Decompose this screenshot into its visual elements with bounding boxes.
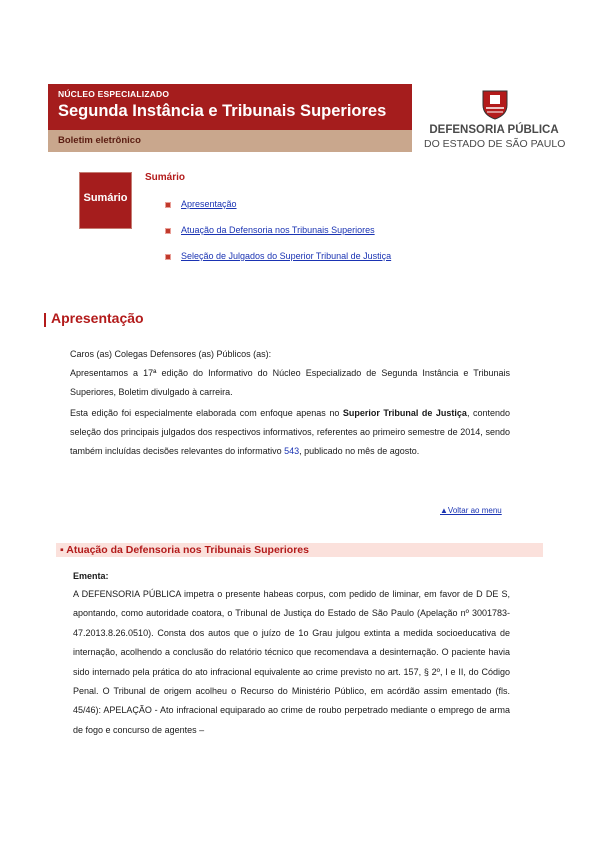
toc-link-atuacao[interactable]: Atuação da Defensoria nos Tribunais Superiores bbox=[181, 225, 375, 235]
banner-subtitle: Boletim eletrônico bbox=[48, 130, 412, 152]
summary-badge bbox=[79, 172, 132, 229]
toc-item-apresentacao[interactable] bbox=[165, 199, 237, 209]
ementa-text: A DEFENSORIA PÚBLICA impetra o presente habeas corpus, com pedido de liminar, em favor de D DE S, apontando, como autoridade coatora, o Tribunal de Justiça do Estado de São Paulo (Apelação nº 3001783-47.2013.8.26.0510). Consta dos autos que o juízo de 1o Grau julgou extinta a medida socioeducativa de internação, acolhendo a conclusão do relatório técnico que recomendava a desinternação. O paciente havia sido internado pela prática do ato infracional equivalente ao crime previsto no art. 157, § 2º, I e II, do Código Penal. O Tribunal de origem acolheu o Recurso do Ministério Público, em acórdão assim ementado (fls. 45/46): APELAÇÃO - Ato infracional equiparado ao crime de roubo perpetrado mediante o emprego de arma de fogo e concurso de agentes – bbox=[73, 589, 510, 735]
bullet-icon bbox=[165, 228, 171, 234]
header-banner bbox=[48, 84, 412, 152]
section-atuacao-heading bbox=[56, 543, 543, 557]
greeting-paragraph: Caros (as) Colegas Defensores (as) Públicos (as): bbox=[70, 349, 272, 359]
banner-kicker: NÚCLEO ESPECIALIZADO bbox=[58, 89, 170, 99]
back-to-menu-link[interactable]: ▲Voltar ao menu bbox=[440, 506, 502, 515]
summary-badge-label: Sumário bbox=[83, 192, 128, 204]
logo-line-1: DEFENSORIA PÚBLICA bbox=[429, 124, 559, 136]
bullet-icon bbox=[165, 202, 171, 208]
defensoria-logo bbox=[424, 88, 564, 152]
summary-title: Sumário bbox=[145, 172, 186, 183]
toc-item-atuacao[interactable] bbox=[165, 225, 375, 235]
intro-paragraph: Apresentamos a 17ª edição do Informativo do Núcleo Especializado de Segunda Instância e Tribunais Superiores, Boletim divulgado à carreira. bbox=[70, 368, 510, 397]
ementa-label: Ementa: bbox=[73, 571, 109, 581]
banner-title-area bbox=[48, 84, 412, 130]
section-atuacao-title: ▪ Atuação da Defensoria nos Tribunais Superiores bbox=[60, 544, 309, 556]
state-coat-of-arms-icon bbox=[480, 88, 510, 120]
bullet-icon bbox=[165, 254, 171, 260]
toc-link-selecao[interactable]: Seleção de Julgados do Superior Tribunal de Justiça bbox=[181, 251, 392, 261]
toc-link-apresentacao[interactable]: Apresentação bbox=[181, 199, 237, 209]
logo-line-2: DO ESTADO DE SÃO PAULO bbox=[424, 138, 566, 150]
section-marker bbox=[44, 313, 46, 327]
banner-title: Segunda Instância e Tribunais Superiores bbox=[58, 102, 387, 120]
informativo-link[interactable]: 543 bbox=[284, 446, 300, 456]
section-title: Apresentação bbox=[51, 310, 144, 326]
toc-item-selecao[interactable] bbox=[165, 251, 391, 261]
edition-paragraph: Esta edição foi especialmente elaborada com enfoque apenas no Superior Tribunal de Justiça, contendo seleção dos principais julgados dos respectivos informativos, referentes ao primeiro semestre de 2014, sendo também incluídas decisões relevantes do informativo 543, publicado no mês de agosto. bbox=[70, 408, 510, 456]
